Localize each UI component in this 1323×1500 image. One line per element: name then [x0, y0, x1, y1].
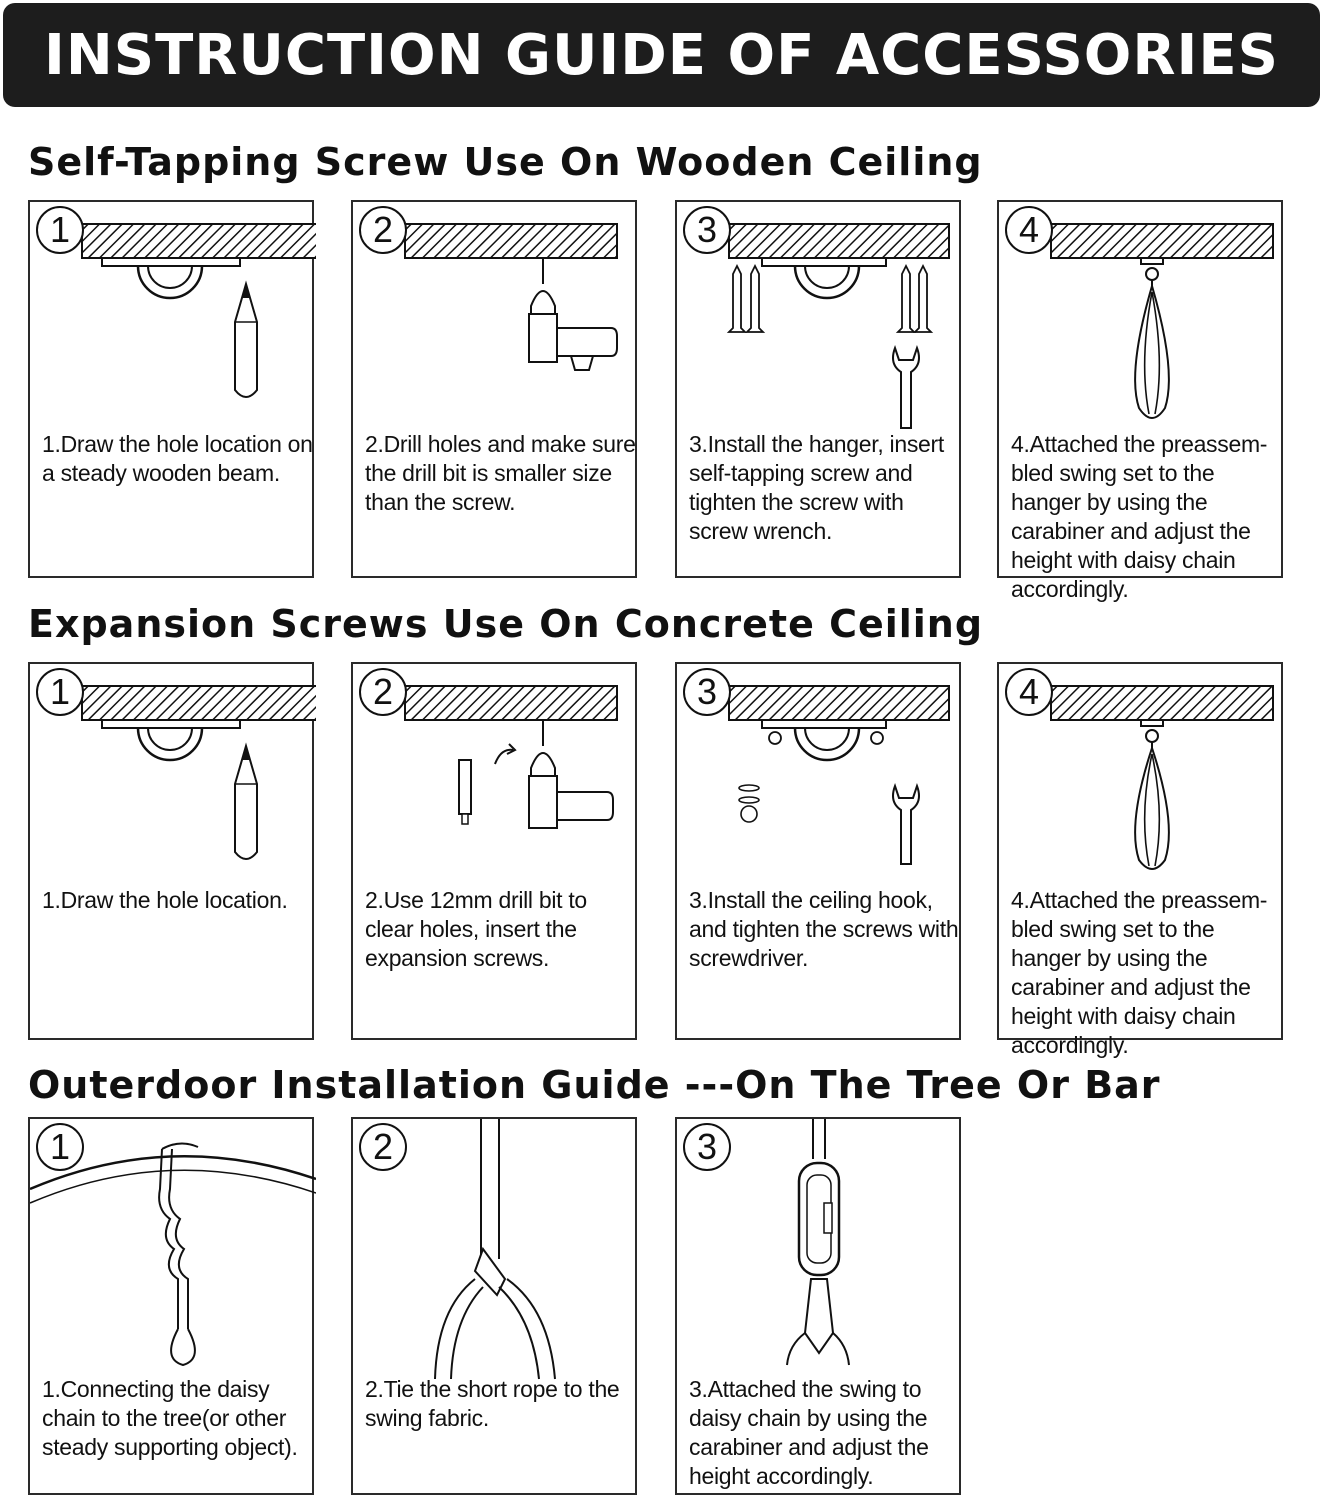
step-number-badge: 3 — [683, 1123, 731, 1171]
concrete-step-3-panel — [675, 662, 961, 1040]
step-caption: 4.Attached the preassem-bled swing set to the hanger by using the carabiner and adjust the height with daisy chain accordingly. — [1011, 887, 1268, 1058]
outdoor-step-1-panel — [28, 1117, 314, 1495]
step-number-badge: 2 — [359, 1123, 407, 1171]
guide-title-banner: INSTRUCTION GUIDE OF ACCESSORIES — [3, 3, 1320, 107]
step-number-badge: 3 — [683, 668, 731, 716]
concrete-step-1-illustration — [30, 664, 316, 1042]
step-caption: 3.Attached the swing to daisy chain by using the carabiner and adjust the height accordingly. — [689, 1376, 929, 1489]
step-caption: 1.Draw the hole location on a steady wooden beam. — [42, 431, 313, 486]
step-caption: 1.Draw the hole location. — [42, 887, 288, 913]
outdoor-step-2-panel — [351, 1117, 637, 1495]
step-number-badge: 4 — [1005, 668, 1053, 716]
step-number-badge: 3 — [683, 206, 731, 254]
step-caption: 3.Install the hanger, insert self-tapping screw and tighten the screw with screw wrench. — [689, 431, 944, 544]
wood-step-4-panel — [997, 200, 1283, 602]
wood-step-2-illustration — [353, 202, 639, 580]
step-number-badge: 1 — [36, 1123, 84, 1171]
concrete-step-1-panel — [28, 662, 314, 1040]
wood-step-2-panel — [351, 200, 637, 578]
step-number-badge: 2 — [359, 668, 407, 716]
step-caption: 2.Drill holes and make sure the drill bit is smaller size than the screw. — [365, 431, 636, 515]
step-number-badge: 1 — [36, 206, 84, 254]
wood-step-3-panel — [675, 200, 961, 578]
section-heading-wooden-ceiling: Self-Tapping Screw Use On Wooden Ceiling — [28, 140, 983, 184]
step-caption: 4.Attached the preassem-bled swing set to the hanger by using the carabiner and adjust the height with daisy chain accordingly. — [1011, 431, 1268, 602]
section-heading-concrete-ceiling: Expansion Screws Use On Concrete Ceiling — [28, 602, 984, 646]
wood-step-1-panel — [28, 200, 314, 578]
wood-step-1-illustration — [30, 202, 316, 580]
concrete-step-2-panel — [351, 662, 637, 1040]
step-caption: 1.Connecting the daisy chain to the tree(or other steady supporting object). — [42, 1376, 298, 1460]
outdoor-step-2-illustration — [353, 1119, 639, 1497]
section-heading-outdoor: Outerdoor Installation Guide ---On The Tree Or Bar — [28, 1063, 1161, 1107]
step-number-badge: 4 — [1005, 206, 1053, 254]
outdoor-step-3-panel — [675, 1117, 961, 1495]
concrete-step-3-illustration — [677, 664, 963, 1042]
step-caption: 3.Install the ceiling hook, and tighten the screws with screwdriver. — [689, 887, 959, 971]
concrete-step-4-panel — [997, 662, 1283, 1058]
step-caption: 2.Use 12mm drill bit to clear holes, insert the expansion screws. — [365, 887, 587, 971]
step-number-badge: 1 — [36, 668, 84, 716]
step-number-badge: 2 — [359, 206, 407, 254]
concrete-step-2-illustration — [353, 664, 639, 1042]
step-caption: 2.Tie the short rope to the swing fabric. — [365, 1376, 620, 1431]
